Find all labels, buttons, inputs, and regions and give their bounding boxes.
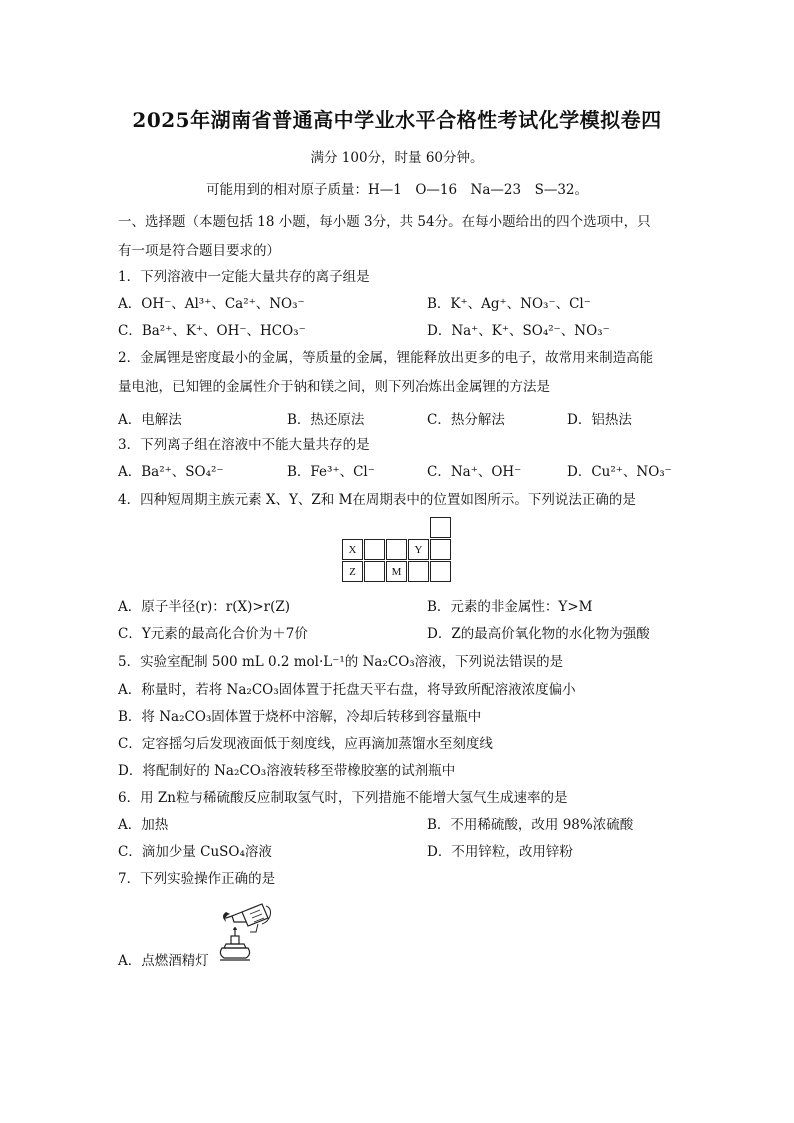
element-y-label: Y <box>414 543 423 556</box>
q2-option-b: B．热还原法 <box>287 412 365 428</box>
q2-option-c: C．热分解法 <box>427 412 505 428</box>
q6-stem: 6．用 Zn粒与稀硫酸反应制取氢气时，下列措施不能增大氢气生成速率的是 <box>118 790 568 806</box>
q4-option-b: B．元素的非金属性：Y>M <box>427 599 593 615</box>
table-cell <box>386 539 407 560</box>
q2-stem-line2: 量电池，已知锂的金属性介于钠和镁之间，则下列冶炼出金属锂的方法是 <box>118 379 550 395</box>
q2-stem-line1: 2．金属锂是密度最小的金属，等质量的金属，锂能释放出更多的电子，故常用来制造高能 <box>118 350 654 366</box>
q3-option-a: A．Ba²⁺、SO₄²⁻ <box>118 464 224 480</box>
q4-option-d: D．Z的最高价氧化物的水化物为强酸 <box>427 626 650 642</box>
table-cell-y <box>408 539 429 560</box>
q2-option-d: D．铝热法 <box>567 412 632 428</box>
page-title: 2025年湖南省普通高中学业水平合格性考试化学模拟卷四 <box>132 108 662 132</box>
q1-stem: 1．下列溶液中一定能大量共存的离子组是 <box>118 269 370 285</box>
q6-option-c: C．滴加少量 CuSO₄溶液 <box>118 844 272 860</box>
element-m-label: M <box>391 565 402 578</box>
q6-option-a: A．加热 <box>118 817 169 833</box>
q4-stem: 4．四种短周期主族元素 X、Y、Z和 M在周期表中的位置如图所示。下列说法正确的是 <box>118 492 636 508</box>
q5-option-d: D．将配制好的 Na₂CO₃溶液转移至带橡胶塞的试剂瓶中 <box>118 763 456 779</box>
table-cell <box>364 539 385 560</box>
table-cell <box>364 561 385 582</box>
q3-stem: 3．下列离子组在溶液中不能大量共存的是 <box>118 437 370 453</box>
q1-option-d: D．Na⁺、K⁺、SO₄²⁻、NO₃⁻ <box>427 323 610 339</box>
q7-option-a: A．点燃酒精灯 <box>118 953 209 969</box>
table-cell <box>408 561 429 582</box>
alcohol-lamp-lighting-icon <box>212 898 274 964</box>
q3-option-d: D．Cu²⁺、NO₃⁻ <box>567 464 672 480</box>
q1-option-c: C．Ba²⁺、K⁺、OH⁻、HCO₃⁻ <box>118 323 306 339</box>
table-cell <box>430 539 451 560</box>
element-x-label: X <box>348 543 357 556</box>
section-heading-line1: 一、选择题（本题包括 18 小题，每小题 3分，共 54分。在每小题给出的四个选项中，只 <box>118 214 651 230</box>
q4-option-a: A．原子半径(r)：r(X)>r(Z) <box>118 599 291 615</box>
q5-option-b: B．将 Na₂CO₃固体置于烧杯中溶解，冷却后转移到容量瓶中 <box>118 709 482 725</box>
table-cell <box>430 517 451 538</box>
q6-option-b: B．不用稀硫酸，改用 98%浓硫酸 <box>427 817 634 833</box>
atomic-masses: 可能用到的相对原子质量：H—1 O—16 Na—23 S—32。 <box>205 182 589 198</box>
element-z-label: Z <box>349 565 356 578</box>
q5-option-a: A．称量时，若将 Na₂CO₃固体置于托盘天平右盘，将导致所配溶液浓度偏小 <box>118 682 576 698</box>
section-heading-line2: 有一项是符合题目要求的） <box>118 243 280 259</box>
table-cell-z <box>342 561 363 582</box>
q5-option-c: C．定容摇匀后发现液面低于刻度线，应再滴加蒸馏水至刻度线 <box>118 736 493 752</box>
q5-stem: 5．实验室配制 500 mL 0.2 mol·L⁻¹的 Na₂CO₃溶液，下列说法错误的是 <box>118 654 564 670</box>
q1-option-b: B．K⁺、Ag⁺、NO₃⁻、Cl⁻ <box>427 296 591 312</box>
q7-stem: 7．下列实验操作正确的是 <box>118 871 276 887</box>
q4-option-c: C．Y元素的最高化合价为＋7价 <box>118 626 308 642</box>
q2-option-a: A．电解法 <box>118 412 182 428</box>
q1-option-a: A．OH⁻、Al³⁺、Ca²⁺、NO₃⁻ <box>118 296 305 312</box>
exam-info: 满分 100分，时量 60分钟。 <box>310 150 484 166</box>
q3-option-b: B．Fe³⁺、Cl⁻ <box>287 464 375 480</box>
table-cell <box>430 561 451 582</box>
table-cell-m <box>386 561 407 582</box>
table-cell-x <box>342 539 363 560</box>
q3-option-c: C．Na⁺、OH⁻ <box>427 464 522 480</box>
q6-option-d: D．不用锌粒，改用锌粉 <box>427 844 573 860</box>
